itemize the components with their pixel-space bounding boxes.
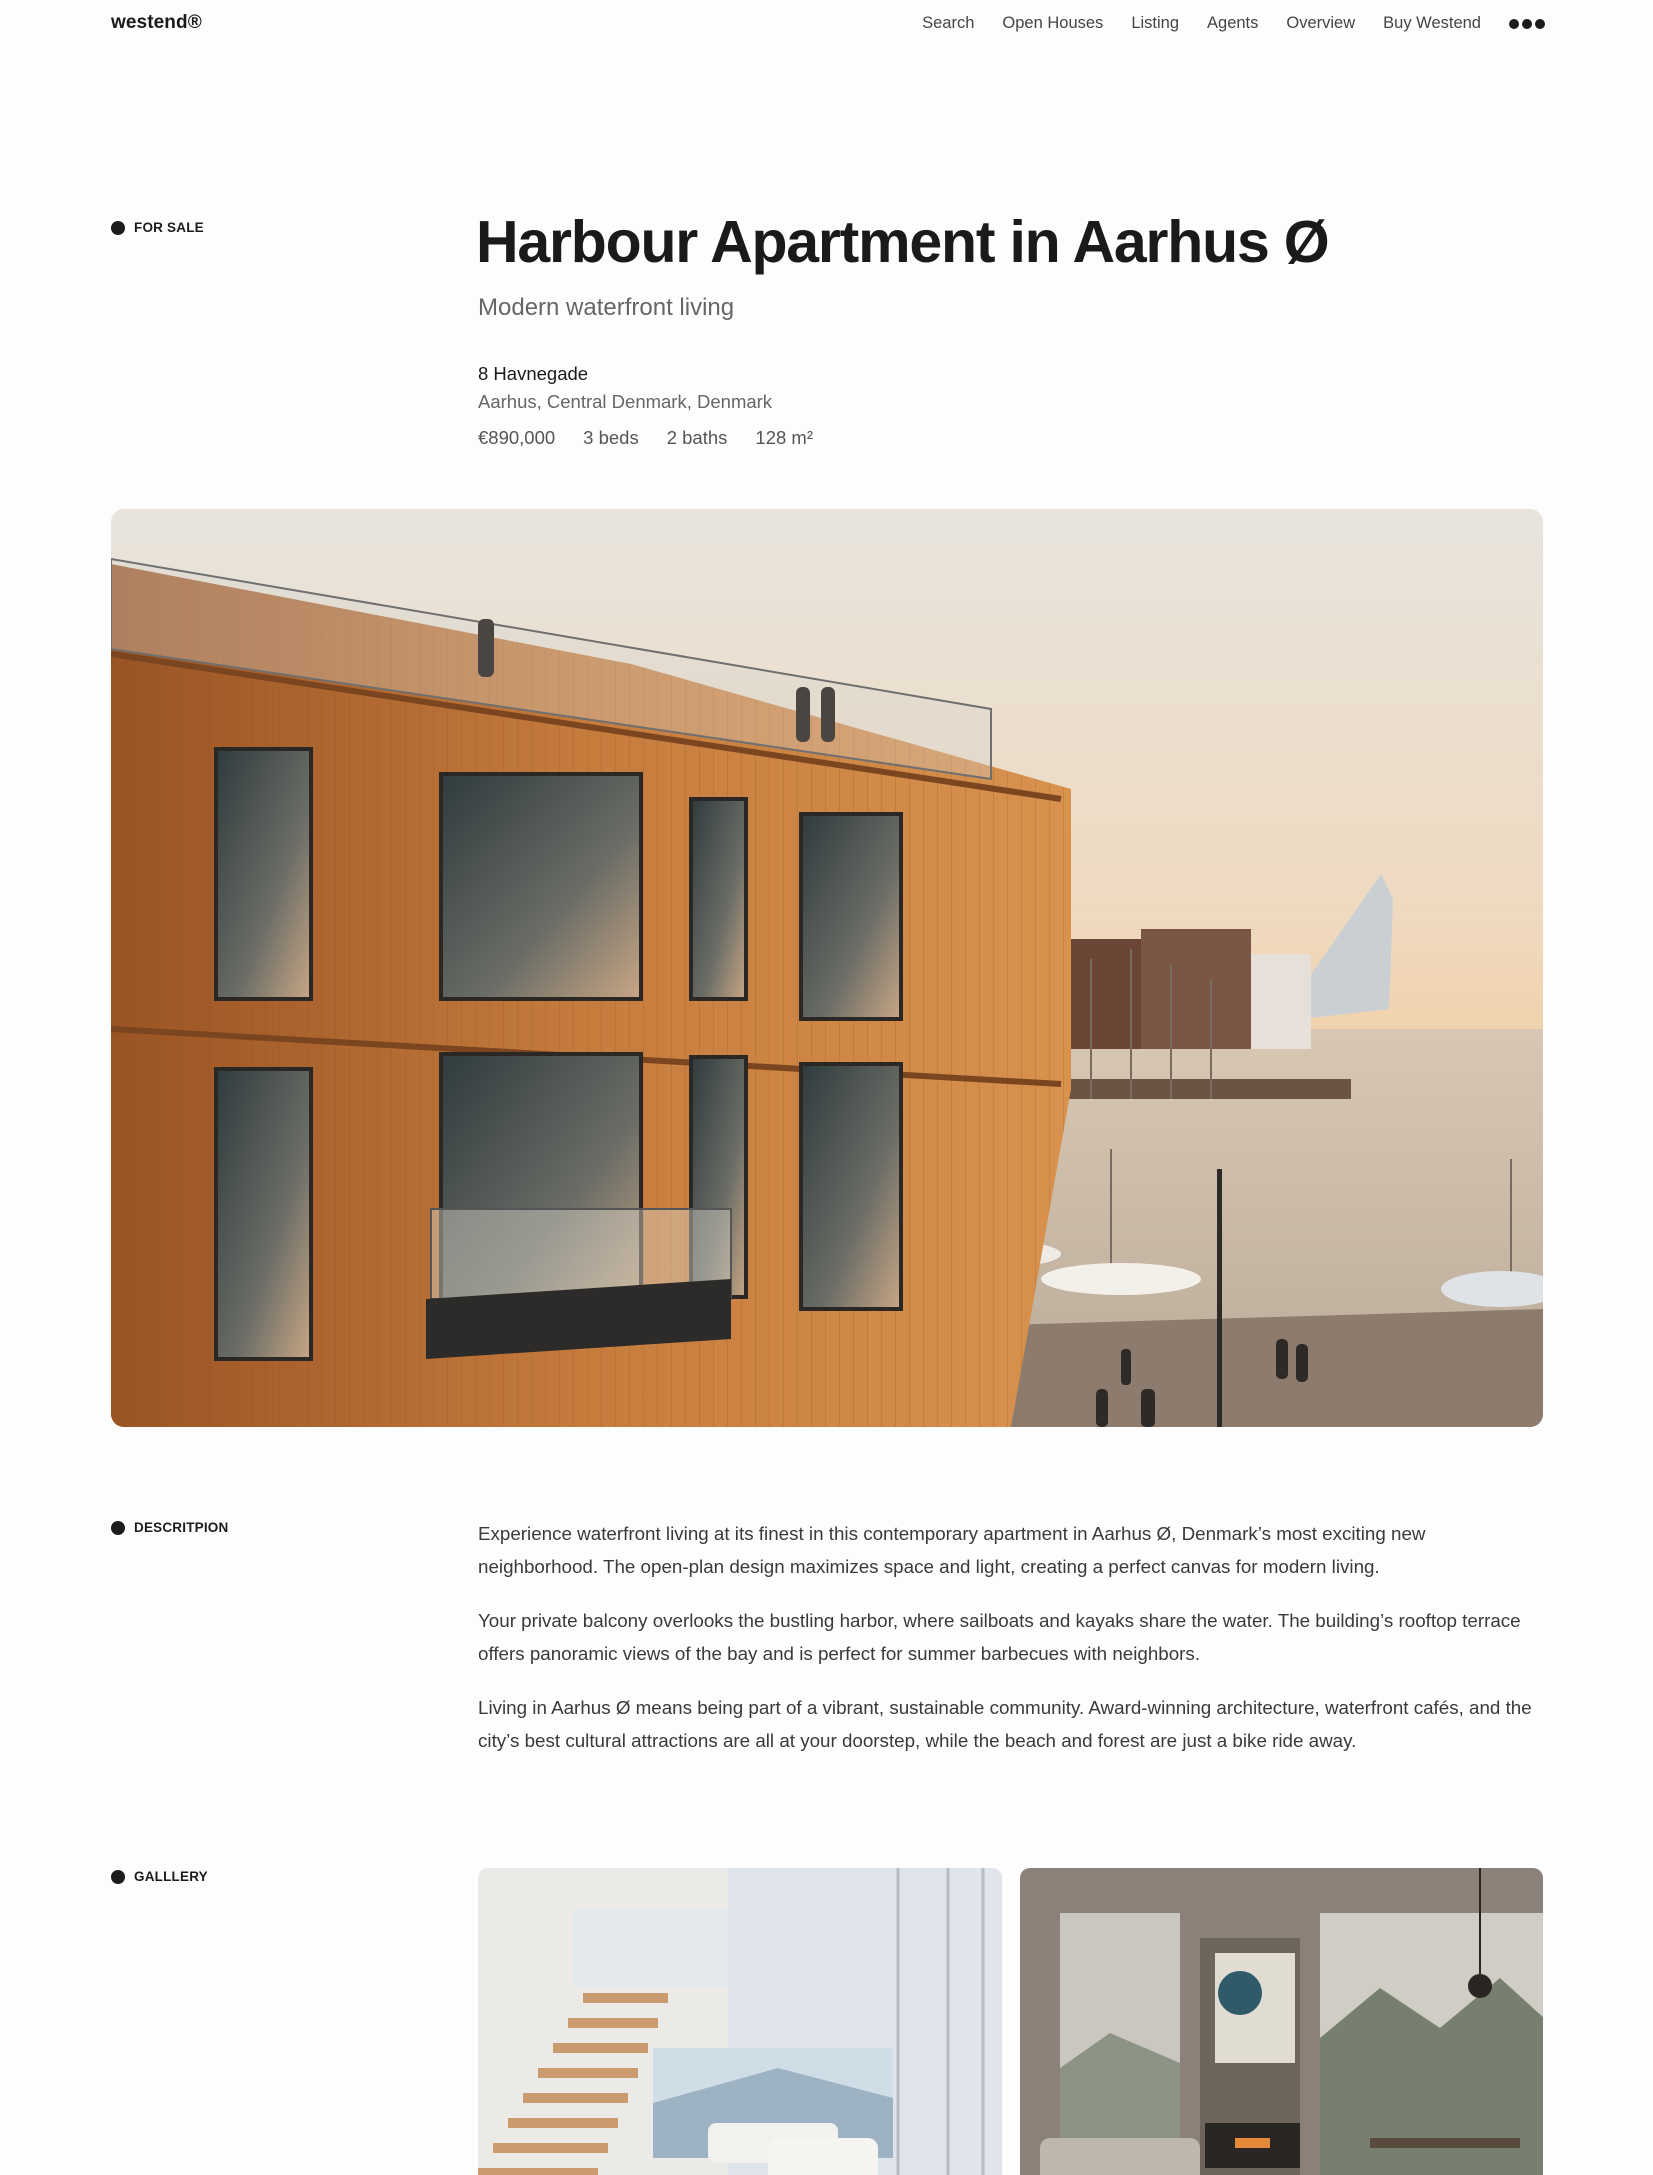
nav-buy-westend[interactable]: Buy Westend bbox=[1383, 13, 1481, 32]
price: €890,000 bbox=[478, 427, 556, 448]
site-logo[interactable]: westend® bbox=[111, 12, 202, 33]
description-paragraph: Experience waterfront living at its finest in this contemporary apartment in Aarhus Ø, Denmark’s most exciting new neighborhood. The open-plan design maximizes space and light, creating a perfect canvas for modern living. bbox=[478, 1523, 1426, 1577]
more-dots-icon[interactable] bbox=[1509, 19, 1545, 29]
gallery-photo-living-room-illustration bbox=[1020, 1868, 1544, 2175]
hero-photo-illustration bbox=[111, 509, 1543, 1427]
gallery-photo-living-room[interactable] bbox=[1020, 1868, 1544, 2175]
listing-title: Harbour Apartment in Aarhus Ø bbox=[476, 209, 1329, 275]
status-text: FOR SALE bbox=[134, 220, 204, 235]
bullet-dot-icon bbox=[111, 1870, 125, 1884]
nav-listing[interactable]: Listing bbox=[1131, 13, 1180, 32]
listing-subtitle: Modern waterfront living bbox=[478, 294, 735, 321]
gallery-grid bbox=[478, 1868, 1543, 2175]
locality-address: Aarhus, Central Denmark, Denmark bbox=[478, 391, 773, 412]
description-label-text: DESCRITPION bbox=[134, 1520, 229, 1535]
gallery-label bbox=[111, 1869, 208, 1884]
hero-photo[interactable] bbox=[111, 509, 1543, 1427]
nav-search[interactable]: Search bbox=[922, 13, 975, 32]
gallery-photo-staircase-illustration bbox=[478, 1868, 1002, 2175]
floor-area: 128 m² bbox=[755, 427, 813, 448]
description-body bbox=[478, 1518, 1548, 1779]
gallery-photo-staircase[interactable] bbox=[478, 1868, 1002, 2175]
bullet-dot-icon bbox=[111, 1521, 125, 1535]
nav-open-houses[interactable]: Open Houses bbox=[1002, 13, 1104, 32]
description-paragraph: Living in Aarhus Ø means being part of a vibrant, sustainable community. Award-winning architecture, waterfront cafés, and the city’s best cultural attractions are all at your doorstep, while the beach and forest are just a bike ride away. bbox=[478, 1697, 1532, 1751]
main-nav bbox=[922, 13, 1545, 33]
beds: 3 beds bbox=[583, 427, 639, 448]
listing-facts bbox=[478, 427, 841, 449]
status-label bbox=[111, 220, 204, 235]
gallery-label-text: GALLLERY bbox=[134, 1869, 208, 1884]
street-address: 8 Havnegade bbox=[478, 363, 589, 384]
baths: 2 baths bbox=[666, 427, 728, 448]
nav-agents[interactable]: Agents bbox=[1207, 13, 1259, 32]
nav-overview[interactable]: Overview bbox=[1286, 13, 1356, 32]
description-label bbox=[111, 1520, 228, 1535]
top-navigation bbox=[111, 0, 1545, 48]
bullet-dot-icon bbox=[111, 221, 125, 235]
description-paragraph: Your private balcony overlooks the bustling harbor, where sailboats and kayaks share the water. The building’s rooftop terrace offers panoramic views of the bay and is perfect for summer barbecues with neighbors. bbox=[478, 1610, 1521, 1664]
